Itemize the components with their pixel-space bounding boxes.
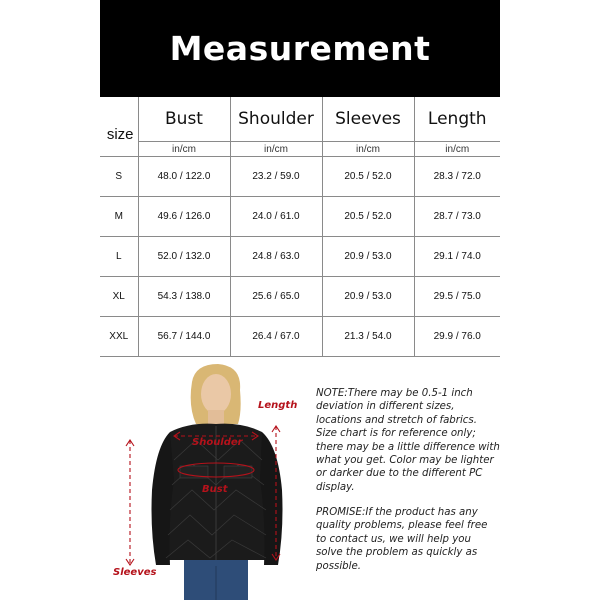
table-header-row	[100, 97, 500, 142]
shoulder-cell: 24.8 / 63.0	[230, 237, 322, 277]
table-row	[100, 317, 500, 357]
page-title: Measurement	[169, 29, 431, 68]
length-label: Length	[258, 400, 298, 411]
table-row	[100, 237, 500, 277]
shoulder-cell: 23.2 / 59.0	[230, 157, 322, 197]
quality-promise: PROMISE:If the product has any quality problems, please feel free to contact us, we will help you solve the problem as quickly as possible.	[316, 507, 488, 572]
bust-cell: 49.6 / 126.0	[138, 197, 230, 237]
shoulder-cell: 26.4 / 67.0	[230, 317, 322, 357]
size-cell: S	[100, 157, 138, 197]
unit-label: in/cm	[230, 142, 322, 157]
bust-cell: 52.0 / 132.0	[138, 237, 230, 277]
bust-cell: 56.7 / 144.0	[138, 317, 230, 357]
unit-row	[100, 142, 500, 157]
size-cell: M	[100, 197, 138, 237]
table-row	[100, 157, 500, 197]
model-measurement-figure	[100, 360, 305, 600]
sleeves-cell: 20.5 / 52.0	[322, 157, 414, 197]
column-header-length: Length	[414, 97, 500, 142]
table-row	[100, 277, 500, 317]
column-header-bust: Bust	[138, 97, 230, 142]
length-cell: 29.1 / 74.0	[414, 237, 500, 277]
length-cell: 29.9 / 76.0	[414, 317, 500, 357]
bust-cell: 48.0 / 122.0	[138, 157, 230, 197]
unit-label: in/cm	[322, 142, 414, 157]
shoulder-cell: 25.6 / 65.0	[230, 277, 322, 317]
sizing-note: NOTE:There may be 0.5-1 inch deviation in different sizes, locations and stretch of fabrics. Size chart is for reference only; there may be a little difference with what you get. Color may be lighter or darker due to the different PC display.	[316, 388, 500, 493]
sleeves-cell: 20.5 / 52.0	[322, 197, 414, 237]
sleeves-cell: 20.9 / 53.0	[322, 237, 414, 277]
size-cell: XL	[100, 277, 138, 317]
size-header: size	[100, 97, 138, 157]
shoulder-label: Shoulder	[192, 437, 243, 448]
size-cell: L	[100, 237, 138, 277]
bust-label: Bust	[202, 484, 228, 495]
column-header-shoulder: Shoulder	[230, 97, 322, 142]
model-face	[201, 374, 231, 414]
sleeves-cell: 20.9 / 53.0	[322, 277, 414, 317]
unit-label: in/cm	[138, 142, 230, 157]
length-cell: 28.7 / 73.0	[414, 197, 500, 237]
size-cell: XXL	[100, 317, 138, 357]
length-cell: 28.3 / 72.0	[414, 157, 500, 197]
shoulder-cell: 24.0 / 61.0	[230, 197, 322, 237]
unit-label: in/cm	[414, 142, 500, 157]
title-banner	[100, 0, 500, 97]
column-header-sleeves: Sleeves	[322, 97, 414, 142]
table-row	[100, 197, 500, 237]
sleeves-cell: 21.3 / 54.0	[322, 317, 414, 357]
sleeves-label: Sleeves	[113, 567, 157, 578]
model-neck	[208, 410, 224, 424]
length-cell: 29.5 / 75.0	[414, 277, 500, 317]
bust-cell: 54.3 / 138.0	[138, 277, 230, 317]
size-chart-table	[100, 97, 500, 357]
